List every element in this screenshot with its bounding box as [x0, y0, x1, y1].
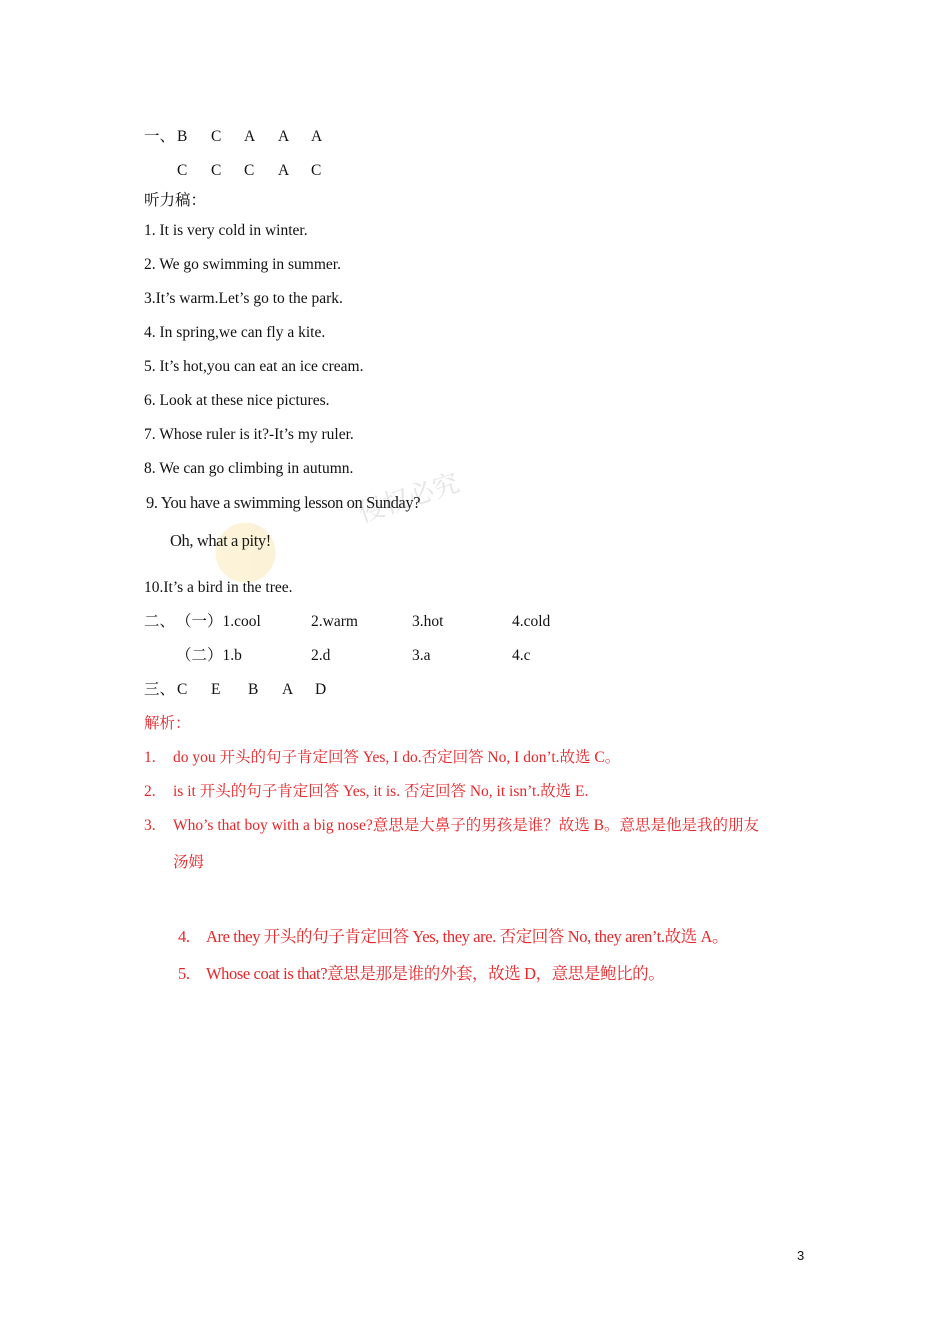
- analysis-number: 4.: [178, 927, 190, 946]
- section1-prefix: 一、: [144, 128, 176, 145]
- answer-cell: C: [211, 162, 222, 179]
- analysis-number: 3.: [144, 817, 156, 834]
- transcript-item: 3.It’s warm.Let’s go to the park.: [144, 290, 343, 307]
- page-number: 3: [797, 1248, 805, 1263]
- answer-cell: D: [315, 681, 327, 698]
- answer-cell: C: [311, 162, 322, 179]
- transcript-item: 9. You have a swimming lesson on Sunday?: [146, 493, 421, 512]
- answer-cell: （二）1.b: [176, 647, 242, 664]
- transcript-item: 6. Look at these nice pictures.: [144, 392, 330, 409]
- transcript-heading: 听力稿：: [144, 192, 207, 209]
- analysis-heading: 解析：: [144, 715, 191, 732]
- transcript-item: Oh, what a pity!: [170, 531, 271, 550]
- answer-cell: A: [282, 681, 294, 698]
- answer-cell: 3.hot: [412, 613, 444, 630]
- analysis-text: Who’s that boy with a big nose?意思是大鼻子的男孩是谁？故选 B。意思是他是我的朋友: [173, 817, 759, 834]
- answer-cell: （一）1.cool: [176, 613, 261, 630]
- answer-cell: A: [311, 128, 323, 145]
- answer-cell: C: [211, 128, 222, 145]
- answer-cell: 3.a: [412, 647, 431, 664]
- answer-cell: E: [211, 681, 221, 698]
- analysis-number: 5.: [178, 964, 190, 983]
- analysis-text: is it 开头的句子肯定回答 Yes, it is. 否定回答 No, it isn’t.故选 E.: [173, 783, 589, 800]
- answer-cell: B: [248, 681, 259, 698]
- analysis-text: Whose coat is that?意思是那是谁的外套，故选 D，意思是鲍比的。: [206, 964, 665, 983]
- answer-cell: 2.d: [311, 647, 331, 664]
- section3-prefix: 三、: [144, 681, 176, 698]
- answer-cell: C: [177, 681, 188, 698]
- analysis-text: do you 开头的句子肯定回答 Yes, I do.否定回答 No, I don’t.故选 C。: [173, 749, 621, 766]
- answer-cell: A: [278, 128, 290, 145]
- analysis-text-continued: 汤姆: [173, 854, 205, 871]
- transcript-item: 7. Whose ruler is it?-It’s my ruler.: [144, 426, 354, 443]
- answer-cell: C: [244, 162, 255, 179]
- answer-cell: B: [177, 128, 188, 145]
- transcript-item: 1. It is very cold in winter.: [144, 222, 308, 239]
- section2-prefix: 二、: [144, 613, 176, 630]
- answer-cell: 2.warm: [311, 613, 358, 630]
- answer-cell: 4.cold: [512, 613, 551, 630]
- analysis-number: 1.: [144, 749, 156, 766]
- transcript-item: 8. We can go climbing in autumn.: [144, 460, 354, 477]
- analysis-text: Are they 开头的句子肯定回答 Yes, they are. 否定回答 No, they aren’t.故选 A。: [206, 927, 729, 946]
- transcript-item: 4. In spring,we can fly a kite.: [144, 324, 326, 341]
- transcript-item: 10.It’s a bird in the tree.: [144, 579, 293, 596]
- answer-cell: C: [177, 162, 188, 179]
- answer-cell: A: [278, 162, 290, 179]
- answer-cell: 4.c: [512, 647, 531, 664]
- watermark-image: 侵权必究: [208, 450, 486, 600]
- transcript-item: 5. It’s hot,you can eat an ice cream.: [144, 358, 364, 375]
- answer-cell: A: [244, 128, 256, 145]
- transcript-item: 2. We go swimming in summer.: [144, 256, 341, 273]
- analysis-number: 2.: [144, 783, 156, 800]
